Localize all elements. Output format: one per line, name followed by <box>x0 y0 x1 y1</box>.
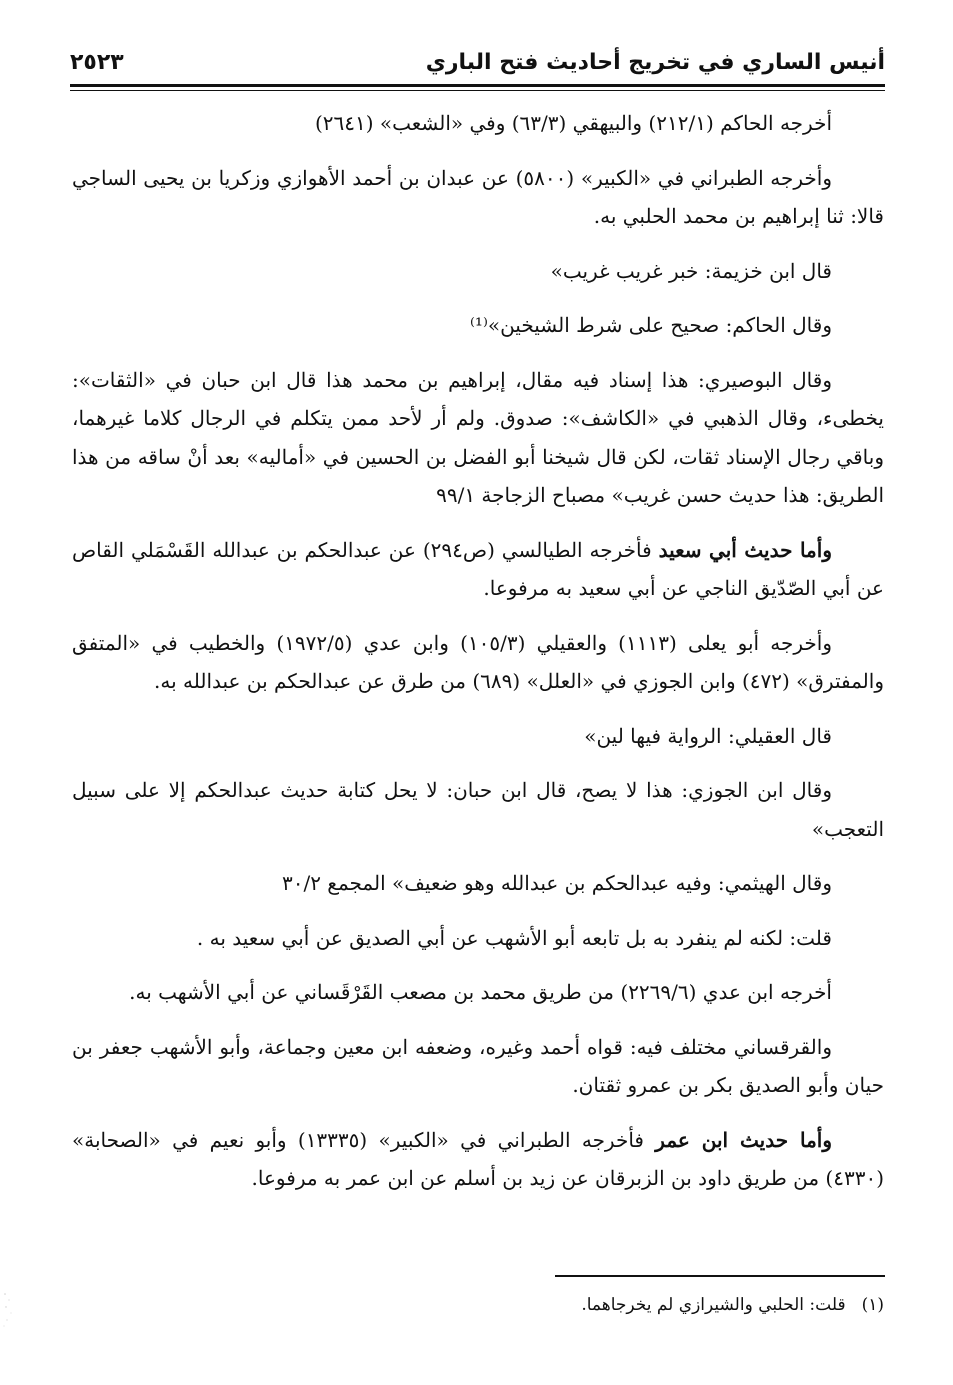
paragraph: قال ابن خزيمة: خبر غريب غريب» <box>550 258 832 283</box>
scan-noise <box>2 1290 16 1330</box>
paragraph: أخرجه ابن عدي (٢٢٦٩/٦) من طريق محمد بن مصعب القَرْقَساني عن أبي الأشهب به. <box>129 980 832 1004</box>
footnote-separator <box>555 1275 885 1277</box>
header-rule-thick <box>70 84 885 87</box>
paragraph: وقال الهيثمي: وفيه عبدالحكم بن عبدالله وهو ضعيف» المجمع ٣٠/٢ <box>281 871 832 895</box>
paragraph-section-abi-said: وأما حديث أبي سعيد فأخرجه الطيالسي (ص٢٩٤) عن عبدالحكم بن عبدالله القَسْمَلي القاص عن أبي الصّدّيق الناجي عن أبي سعيد به مرفوعا. <box>72 537 884 600</box>
paragraph: وأخرجه الطبراني في «الكبير» (٥٨٠٠) عن عبدان بن أحمد الأهوازي وزكريا بن يحيى الساجي قالا: ثنا إبراهيم بن محمد الحلبي به. <box>72 165 884 228</box>
paragraph: قلت: لكنه لم ينفرد به بل تابعه أبو الأشهب عن أبي الصديق عن أبي سعيد به . <box>196 925 832 950</box>
paragraph: وقال ابن الجوزي: هذا لا يصح، قال ابن حبان: لا يحل كتابة حديث عبدالحكم إلا على سبيل التعجب» <box>72 778 884 841</box>
footnote <box>72 1290 884 1320</box>
paragraph-section-ibn-umar: وأما حديث ابن عمر فأخرجه الطبراني في «الكبير» (١٣٣٣٥) وأبو نعيم في «الصحابة» (٤٣٣٠) من طريق داود بن الزبرقان عن زيد بن أسلم عن ابن عمر به مرفوعا. <box>72 1127 884 1190</box>
footnote-number: (١) <box>861 1295 884 1315</box>
running-title: أنيس الساري في تخريج أحاديث فتح الباري <box>425 50 885 75</box>
paragraph: والقرقساني مختلف فيه: قواه أحمد وغيره، وضعفه ابن معين وجماعة، وأبو الأشهب جعفر بن حيان وأبو الصديق بكر بن عمرو ثقتان. <box>72 1034 884 1097</box>
page-number: ٢٥٢٣ <box>70 50 124 75</box>
footnote-text: قلت: الحلبي والشيرازي لم يخرجاهما. <box>581 1295 846 1315</box>
paragraph: أخرجه الحاكم (٢١٢/١) والبيهقي (٦٣/٣) وفي «الشعب» (٢٦٤١) <box>314 111 832 135</box>
paragraph: قال العقيلي: الرواية فيها لين» <box>584 723 832 748</box>
paragraph: وقال الحاكم: صحيح على شرط الشيخين»⁽¹⁾ <box>469 313 832 337</box>
page-header <box>70 48 885 88</box>
main-text <box>72 104 884 1214</box>
paragraph: وأخرجه أبو يعلى (١١١٣) والعقيلي (١٠٥/٣) وابن عدي (١٩٧٢/٥) والخطيب في «المتفق والمفترق» (٤٧٢) وابن الجوزي في «العلل» (٦٨٩) من طرق عن عبدالحكم بن عبدالله به. <box>72 630 884 693</box>
paragraph: وقال البوصيري: هذا إسناد فيه مقال، إبراهيم بن محمد هذا قال ابن حبان في «الثقات»: يخطىء، وقال الذهبي في «الكاشف»: صدوق. ولم أر لأحد ممن يتكلم في الرجال كلاما غيرهما، وباقي رجال الإسناد ثقات، لكن قال شيخنا أبو الفضل بن الحسين في «أماليه» بعد أنْ ساقه من هذا الطريق: هذا حديث حسن غريب» مصباح الزجاجة ٩٩/١ <box>72 367 884 507</box>
header-rule-thin <box>70 90 885 91</box>
